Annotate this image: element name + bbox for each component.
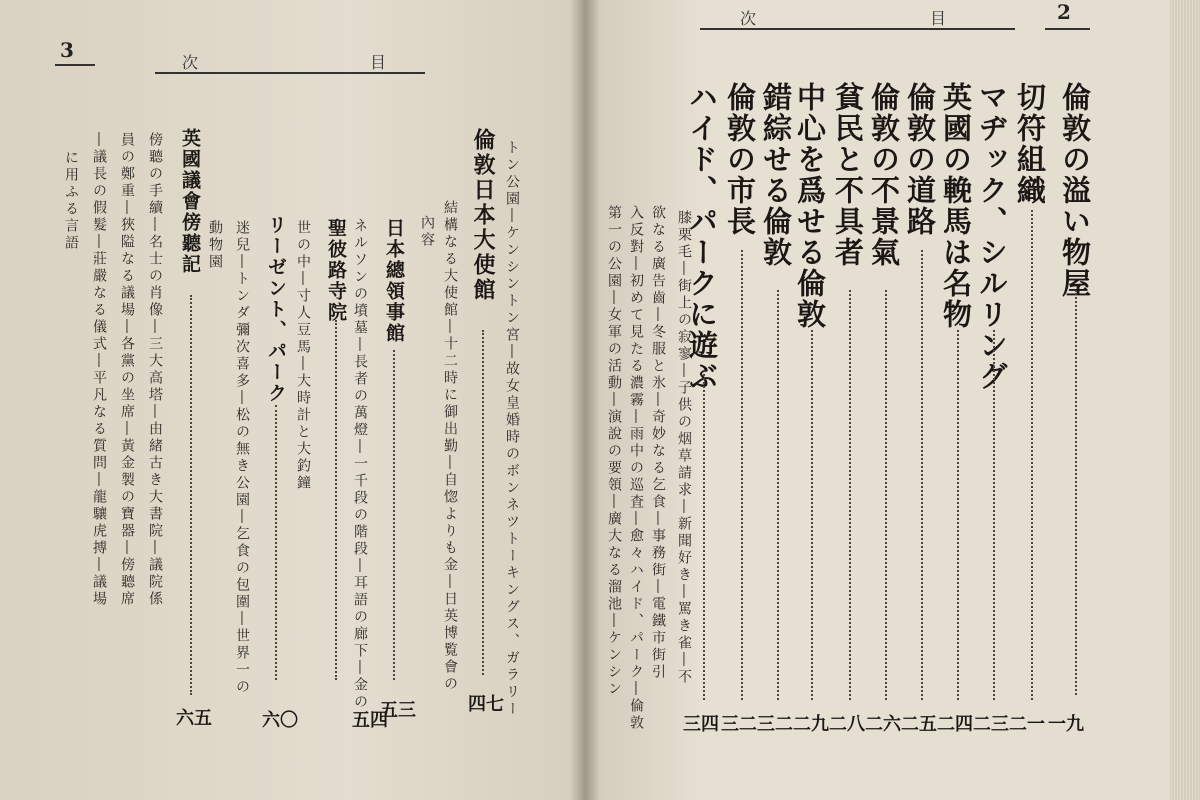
dot-leader: [993, 330, 995, 700]
dot-leader: [275, 405, 277, 680]
toc-entry: 倫敦の不景氣: [867, 82, 901, 268]
toc-entry: 日本總領事館: [383, 218, 405, 344]
page-ref: 二八: [829, 714, 865, 735]
toc-entry: 英國の輓馬は名物: [939, 82, 973, 330]
page-number: 3: [60, 38, 74, 62]
book-gutter: [570, 0, 600, 800]
toc-entry: リーゼント、パーク: [265, 215, 287, 404]
right-page: [585, 0, 1170, 800]
page-ref: 二四: [937, 714, 973, 735]
toc-entry: 聖彼路寺院: [325, 218, 347, 323]
toc-entry: 貧民と不具者: [831, 82, 865, 268]
toc-entry: 錯綜せる倫敦: [759, 82, 793, 268]
toc-entry: 英國議會傍聽記: [179, 128, 201, 275]
dot-leader: [393, 350, 395, 680]
dot-leader: [335, 320, 337, 680]
toc-entry: 中心を爲せる倫敦: [793, 82, 827, 330]
dot-leader: [741, 250, 743, 700]
page-ref: 三四: [683, 714, 719, 735]
page-ref: 二一: [1009, 714, 1045, 735]
toc-subtitle: 膝栗毛―街上の寂寥―子供の烟草請求―新聞好き―罵き雀―不: [676, 210, 692, 686]
toc-subtitle: 迷兒―トンダ彌次喜多―松の無き公園―乞食の包圍―世界一の: [234, 220, 250, 696]
dot-leader: [921, 250, 923, 700]
page-ref: 三二: [757, 714, 793, 735]
toc-entry: 倫敦の道路: [903, 82, 937, 237]
page-ref: 二五: [901, 714, 937, 735]
header-rule: [155, 72, 425, 74]
page-ref: 五三: [380, 700, 416, 721]
toc-subtitle: 傍聽の手續―名士の肖像―三大高塔―由緒古き大書院―議院係: [147, 132, 163, 608]
header-moku: 目: [930, 9, 949, 28]
toc-subtitle: 世の中―寸人豆馬―大時計と大釣鐘: [295, 220, 311, 492]
header-rule-short: [1045, 28, 1090, 30]
toc-subtitle: 內容: [419, 215, 435, 249]
dot-leader: [703, 370, 705, 700]
page-ref: 三二: [721, 714, 757, 735]
dot-leader: [1031, 210, 1033, 700]
header-ji: 次: [182, 53, 201, 72]
dot-leader: [1075, 290, 1077, 695]
toc-entry: 倫敦の溢い物屋: [1058, 82, 1092, 299]
page-number: 2: [1057, 0, 1071, 24]
toc-entry: 倫敦日本大使館: [470, 128, 496, 303]
page-ref: 五四: [352, 710, 388, 731]
toc-entry: マヂック、シルリング: [975, 82, 1009, 392]
page-ref: 二九: [793, 714, 829, 735]
header-rule: [700, 28, 1015, 30]
left-page: [0, 0, 585, 800]
header-rule-short: [55, 64, 95, 66]
toc-subtitle: ―議長の假髮―莊嚴なる儀式―平凡なる質問―龍驤虎搏―議場: [91, 132, 107, 608]
dot-leader: [885, 290, 887, 700]
page-ref: 一九: [1048, 714, 1084, 735]
header-ji: 次: [740, 9, 759, 28]
toc-subtitle: 欲なる廣告齒―冬服と氷―奇妙なる乞食―事務街―電鐵市街引: [650, 205, 666, 681]
dot-leader: [957, 330, 959, 700]
page-ref: 二六: [865, 714, 901, 735]
dot-leader: [811, 330, 813, 700]
toc-subtitle: ネルソンの墳墓―長者の萬燈―一千段の階段―耳語の廊下―金の: [352, 218, 368, 711]
header-moku: 目: [370, 53, 389, 72]
toc-entry: 倫敦の市長: [723, 82, 757, 237]
page-edges: [1170, 0, 1200, 800]
toc-subtitle: 入反對―初めて見たる濃霧―雨中の巡査―愈々ハイド、パーク―倫敦: [628, 205, 644, 732]
dot-leader: [190, 295, 192, 695]
toc-subtitle: 結構なる大使館―十二時に御出勤―自惚よりも金―日英博覧會の: [442, 200, 458, 693]
toc-subtitle: 員の鄭重―狹隘なる議場―各黨の坐席―黃金製の寶器―傍聽席: [119, 132, 135, 608]
page-ref: 六〇: [262, 710, 298, 731]
toc-subtitle: 動物園: [207, 220, 223, 271]
toc-subtitle: トン公園―ケンシントン宮―故女皇婚時のボンネツトーキングス、ガラリー: [504, 140, 520, 718]
toc-entry: ハイド、パークに遊ぶ: [685, 82, 719, 392]
page-ref: 六五: [176, 708, 212, 729]
dot-leader: [482, 330, 484, 675]
toc-subtitle: 第一の公園―女軍の活動―演說の要領―廣大なる溜池―ケンシン: [606, 205, 622, 698]
dot-leader: [849, 290, 851, 700]
page-ref: 四七: [468, 694, 504, 715]
page-ref: 二三: [973, 714, 1009, 735]
dot-leader: [777, 290, 779, 700]
toc-entry: 切符組織: [1013, 82, 1047, 206]
toc-subtitle: に用ふる言語: [63, 150, 79, 252]
